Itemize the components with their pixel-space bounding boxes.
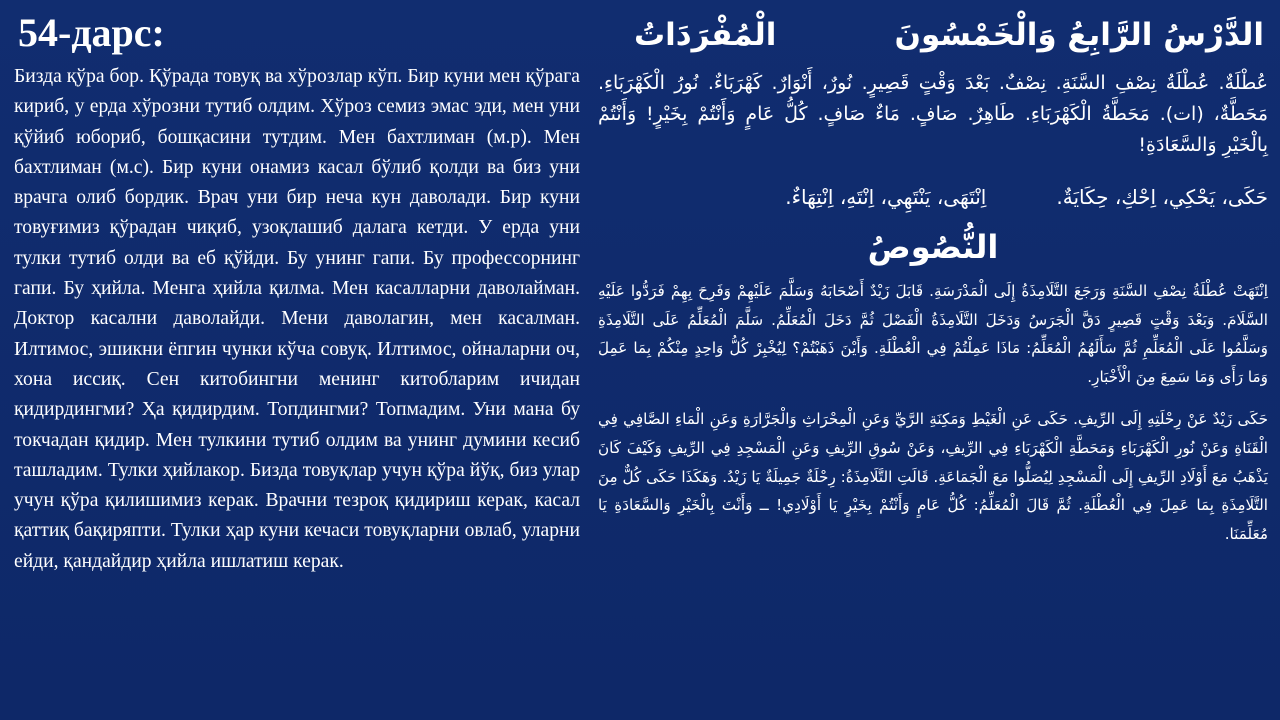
verb-forms-haka: حَكَى، يَحْكِي، اِحْكِ، حِكَايَةٌ. — [1056, 185, 1268, 209]
verb-forms-intaha: اِنْتَهَى، يَنْتَهِي، اِنْتَهِ، اِنْتِهَاءٌ. — [785, 185, 987, 209]
vocabulary-text: عُطْلَةٌ. عُطْلَةُ نِصْفِ السَّنَةِ. نِصْفٌ. بَعْدَ وَقْتٍ قَصِيرٍ. نُورٌ، أَنْوَارٌ. كَهْرَبَاءٌ. نُورُ الْكَهْرَبَاءِ. مَحَطَّةٌ، (ات). مَحَطَّةُ الْكَهْرَبَاءِ. طَاهِرٌ. صَافٍ. مَاءٌ صَافٍ. كُلُّ عَامٍ وَأَنْتُمْ بِخَيْرٍ! وَأَنْتُمْ بِالْخَيْرِ وَالسَّعَادَةِ! — [598, 72, 1268, 156]
vocabulary-heading: الْمُفْرَدَاتُ — [634, 17, 777, 53]
uzbek-text-paragraph: Бизда қўра бор. Қўрада товуқ ва хўрозлар кўп. Бир куни мен қўрага кириб, у ерда хўрозни тутиб олдим. Хўроз семиз эмас эди, мен уни қўйиб юбориб, бошқасини тутдим. Мен бахтлиман (м.р). Мен бахтлиман (м.с). Бир куни онамиз касал бўлиб қолди ва биз уни врачга олиб бордик. Врач уни бир неча кун даволади. Бир куни товуғимиз қўрадан чиқиб, узоқлашиб далага кетди. У ерда уни тулки тутиб олди ва еб қўйди. Бу унинг гапи. Бу профессорнинг гапи. Бу ҳийла. Менга ҳийла қилма. Мен касалларни даволайман. Доктор касални даволайди. Мени даволагин, мен касалман. Илтимос, эшикни ёпгин чунки кўча совуқ. Илтимос, ойналарни оч, хона иссиқ. Сен китобингни менинг китобларим ичидан қидирдингми? Ҳа қидирдим. Топдингми? Топмадим. Уни мана бу токчадан қидир. Мен тулкини тутиб олдим ва унинг думини кесиб ташладим. Тулки ҳийлакор. Бизда товуқлар учун қўра йўқ, биз улар учун қўра қилишимиз керак. Врачни тезроқ қидириш керак, касал қаттиқ бақиряпти. Тулки ҳар куни кечаси товуқларни овлаб, уларни ейди, қандайдир ҳийла ишлатиш керак. — [14, 66, 580, 572]
arabic-header-row — [598, 4, 1268, 66]
verbs-row — [598, 179, 1268, 215]
arabic-text-1: اِنْتَهَتْ عُطْلَةُ نِصْفِ السَّنَةِ وَرَجَعَ التَّلَامِذَةُ إِلَى الْمَدْرَسَةِ. قَابَلَ زَيْدٌ أَصْحَابَهُ وَسَلَّمَ عَلَيْهِمْ وَفَرِحَ بِهِمْ فَرَدُّوا عَلَيْهِ السَّلَامَ. وَبَعْدَ وَقْتٍ قَصِيرٍ دَقَّ الْجَرَسُ وَدَخَلَ التَّلَامِذَةُ الْفَصْلَ ثُمَّ دَخَلَ الْمُعَلِّمُ. سَلَّمَ الْمُعَلِّمُ عَلَى التَّلَامِذَةِ وَسَلَّمُوا عَلَى الْمُعَلِّمِ ثُمَّ سَأَلَهُمُ الْمُعَلِّمُ: مَاذَا عَمِلْتُمْ فِي الْعُطْلَةِ. وَأَيْنَ ذَهَبْتُمْ؟ لِيُخْبِرْ كُلُّ وَاحِدٍ مِنْكُمْ بِمَا عَمِلَ وَمَا رَأَى وَمَا سَمِعَ مِنَ الْأَخْبَارِ. — [598, 282, 1268, 386]
arabic-column — [598, 4, 1268, 548]
uzbek-column — [14, 10, 580, 577]
arabic-lesson-heading: الدَّرْسُ الرَّابِعُ وَالْخَمْسُونَ — [894, 17, 1264, 53]
lesson-number-title: 54-дарс: — [18, 10, 165, 55]
arabic-text-2: حَكَى زَيْدٌ عَنْ رِحْلَتِهِ إِلَى الرِّيفِ. حَكَى عَنِ الْغَيْطِ وَمَكِنَةِ الرَّيِّ وَعَنِ الْمِحْرَاثِ وَالْجَرَّارَةِ وَعَنِ الْمَاءِ الصَّافِي فِي الْقَنَاةِ وَعَنْ نُورِ الْكَهْرَبَاءِ وَمَحَطَّةِ الْكَهْرَبَاءِ فِي الرِّيفِ، وَعَنْ سُوقِ الرِّيفِ وَعَنِ الْمَسْجِدِ فِي الرِّيفِ وَكَيْفَ كَانَ يَذْهَبُ مَعَ أَوْلَادِ الرِّيفِ إِلَى الْمَسْجِدِ لِيُصَلُّوا مَعَ الْجَمَاعَةِ. قَالَتِ التَّلَامِذَةُ: رِحْلَةٌ جَمِيلَةٌ يَا زَيْدُ. وَهَكَذَا حَكَى كُلٌّ مِنَ التَّلَامِذَةِ بِمَا عَمِلَ فِي الْعُطْلَةِ. ثُمَّ قَالَ الْمُعَلِّمُ: كُلُّ عَامٍ وَأَنْتُمْ بِخَيْرٍ يَا أَوْلَادِي! ــ وَأَنْتَ بِالْخَيْرِ وَالسَّعَادَةِ يَا مُعَلِّمَنَا. — [598, 410, 1268, 543]
texts-heading: النُّصُوصُ — [867, 228, 999, 266]
